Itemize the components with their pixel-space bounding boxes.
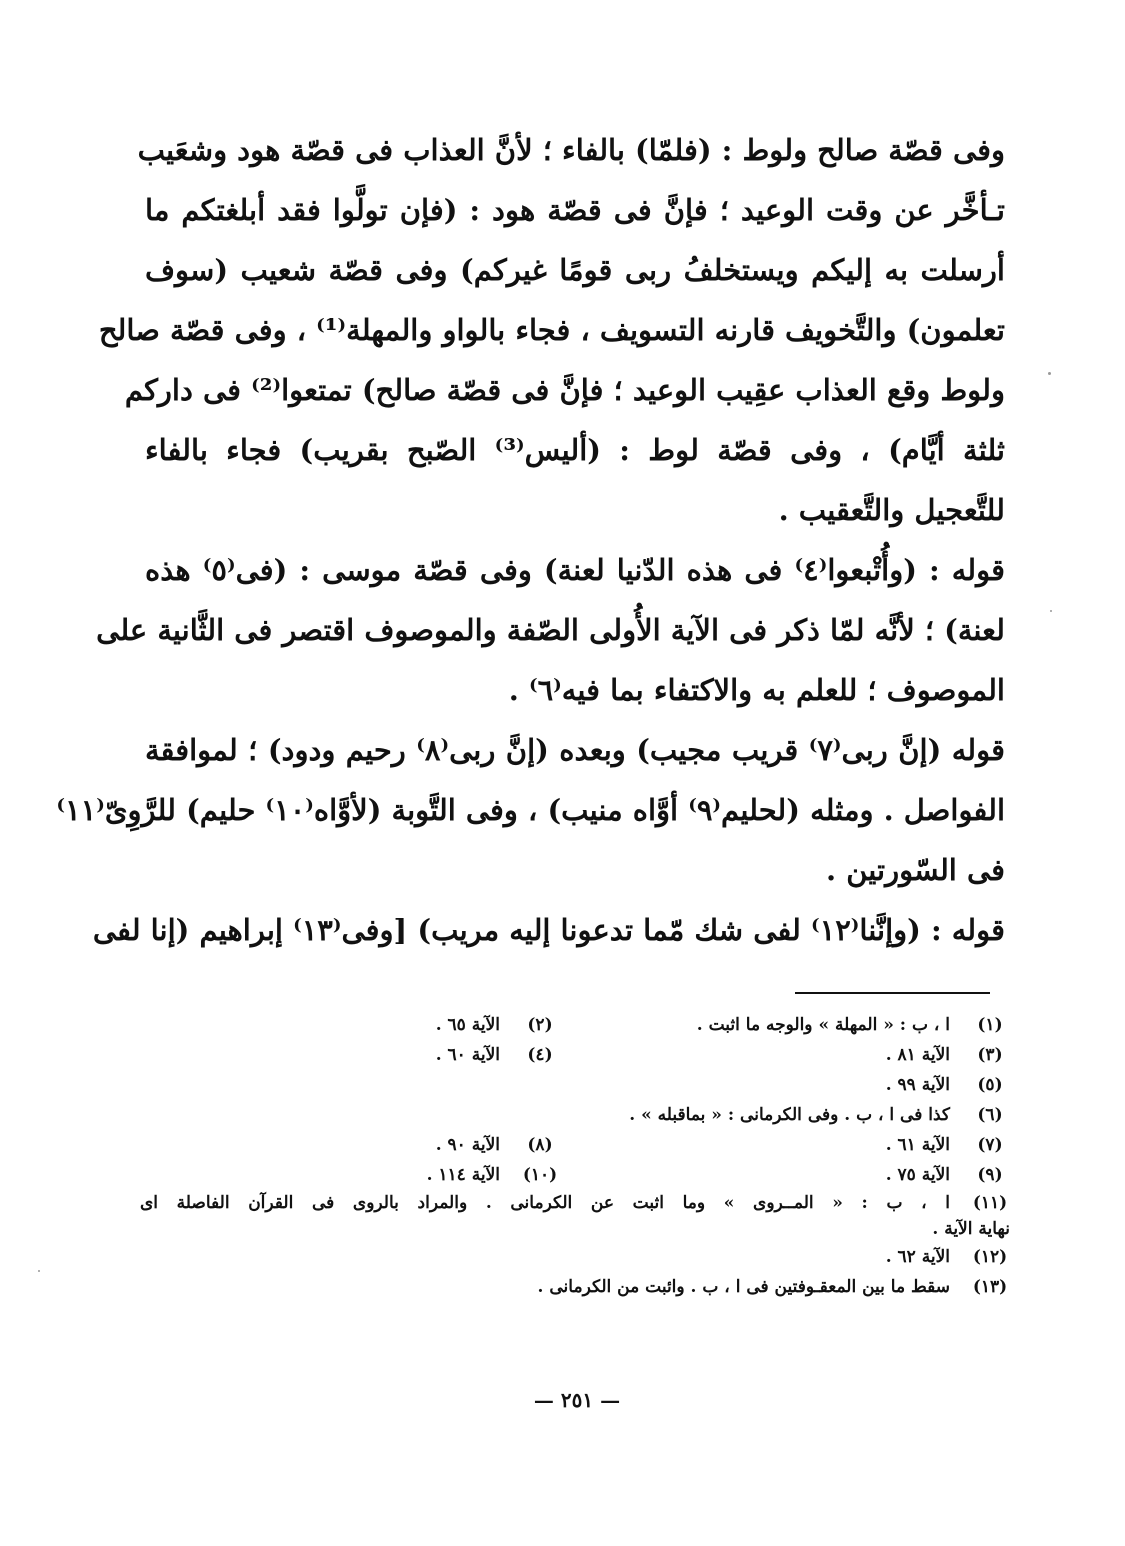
scan-speck: [1048, 372, 1051, 375]
footnote-number: (٩): [977, 1165, 1003, 1185]
paragraph-3: [56, 720, 1005, 900]
footnote-separator: [795, 992, 990, 994]
footnote-text: الآية ٦٢ .: [885, 1247, 950, 1267]
footnote-text: الآية ١١٤ .: [426, 1165, 500, 1185]
text-line: وفى قصّة صالح ولوط : (فلمّا) بالفاء ؛ لأنَّ العذاب فى قصّة هود وشعَيب: [137, 133, 1005, 167]
text-line: تـأخَّر عن وقت الوعيد ؛ فإنَّ فى قصّة هود : (فإن تولَّوا فقد أبلغتكم ما: [145, 193, 1005, 227]
footnote-row: [140, 1070, 1010, 1100]
footnote-number: (٤): [527, 1045, 553, 1065]
text-line: للتَّعجيل والتَّعقيب .: [778, 493, 1005, 527]
footnote-text: الآية ٦٥ .: [435, 1015, 500, 1035]
text-line: قوله : (وإنَّنا⁽١٢⁾ لفى شك مّما تدعونا إليه مريب) [وفى⁽١٣⁾ إبراهيم (إنا لفى: [92, 913, 1005, 947]
text-line: ثلثة أيَّام) ، وفى قصّة لوط : (أليس⁽³⁾ الصّبح بقريب) فجاء بالفاء: [145, 433, 1005, 467]
footnote-row: [140, 1216, 1010, 1242]
footnote-text: الآية ٧٥ .: [885, 1165, 950, 1185]
footnote-row: [140, 1272, 1010, 1302]
paragraph-4: [92, 900, 1005, 960]
page-number: — ٢٥١ —: [533, 1388, 621, 1412]
paragraph-2: [96, 540, 1005, 720]
footnote-number: (١١): [972, 1193, 1008, 1213]
footnote-text: ا ، ب : « المــروى » وما اثبت عن الكرمانى . والمراد بالروى فى القرآن الفاصلة اى: [140, 1193, 950, 1213]
text-line: فى السّورتين .: [826, 853, 1005, 887]
footnote-text: ا ، ب : « المهلة » والوجه ما اثبت .: [696, 1015, 950, 1035]
footnote-row: [140, 1190, 1010, 1216]
footnote-row: [140, 1242, 1010, 1272]
text-line: الفواصل . ومثله (لحليم⁽٩⁾ أوَّاه منيب) ، وفى التَّوبة (لأوَّاه⁽١٠⁾ حليم) للرَّوِىّ⁽١١⁾: [56, 793, 1005, 827]
paragraph-1: [98, 120, 1005, 540]
footnote-number: (٨): [527, 1135, 553, 1155]
main-text: [56, 120, 1005, 960]
footnote-number: (١٣): [972, 1277, 1008, 1297]
footnote-number: (٣): [977, 1045, 1003, 1065]
footnote-number: (٦): [977, 1105, 1003, 1125]
footnote-row: [140, 1010, 1010, 1040]
scan-speck: [38, 1270, 40, 1272]
footnote-number: (١٢): [972, 1247, 1008, 1267]
footnote-number: (٢): [527, 1015, 553, 1035]
footnote-row: [140, 1100, 1010, 1130]
text-line: أرسلت به إليكم ويستخلفُ ربى قومًا غيركم) وفى قصّة شعيب (سوف: [145, 253, 1005, 287]
footnote-text: الآية ٩٠ .: [435, 1135, 500, 1155]
footnote-text: الآية ٦١ .: [885, 1135, 950, 1155]
footnote-continuation: نهاية الآية .: [932, 1219, 1010, 1239]
footnote-number: (١٠): [522, 1165, 558, 1185]
footnote-number: (٧): [977, 1135, 1003, 1155]
footnote-number: (١): [977, 1015, 1003, 1035]
footnote-row: [140, 1040, 1010, 1070]
footnote-text: سقط ما بين المعقـوفتين فى ا ، ب . وائبت من الكرمانى .: [537, 1277, 950, 1297]
text-line: قوله : (وأُتْبعوا⁽٤⁾ فى هذه الدّنيا لعنة) وفى قصّة موسى : (فى⁽٥⁾ هذه: [145, 553, 1005, 587]
footnote-text: الآية ٦٠ .: [435, 1045, 500, 1065]
text-line: تعلمون) والتَّخويف قارنه التسويف ، فجاء بالواو والمهلة⁽¹⁾ ، وفى قصّة صالح: [98, 313, 1005, 347]
footnote-text: الآية ٩٩ .: [885, 1075, 950, 1095]
footnotes: [140, 1010, 1010, 1302]
text-line: قوله (إنَّ ربى⁽٧⁾ قريب مجيب) وبعده (إنَّ ربى⁽٨⁾ رحيم ودود) ؛ لموافقة: [145, 733, 1005, 767]
scan-speck: [1050, 610, 1052, 612]
text-line: الموصوف ؛ للعلم به والاكتفاء بما فيه⁽٦⁾ .: [508, 673, 1005, 707]
text-line: ولوط وقع العذاب عقِيب الوعيد ؛ فإنَّ فى قصّة صالح) تمتعوا⁽²⁾ فى داركم: [124, 373, 1005, 407]
footnote-text: كذا فى ا ، ب . وفى الكرمانى : « بماقبله » .: [629, 1105, 950, 1125]
footnote-text: الآية ٨١ .: [885, 1045, 950, 1065]
footnote-row: [140, 1130, 1010, 1160]
footnote-row: [140, 1160, 1010, 1190]
text-line: لعنة) ؛ لأنَّه لمّا ذكر فى الآية الأُولى الصّفة والموصوف اقتصر فى الثَّانية على: [96, 613, 1005, 647]
footnote-number: (٥): [977, 1075, 1003, 1095]
